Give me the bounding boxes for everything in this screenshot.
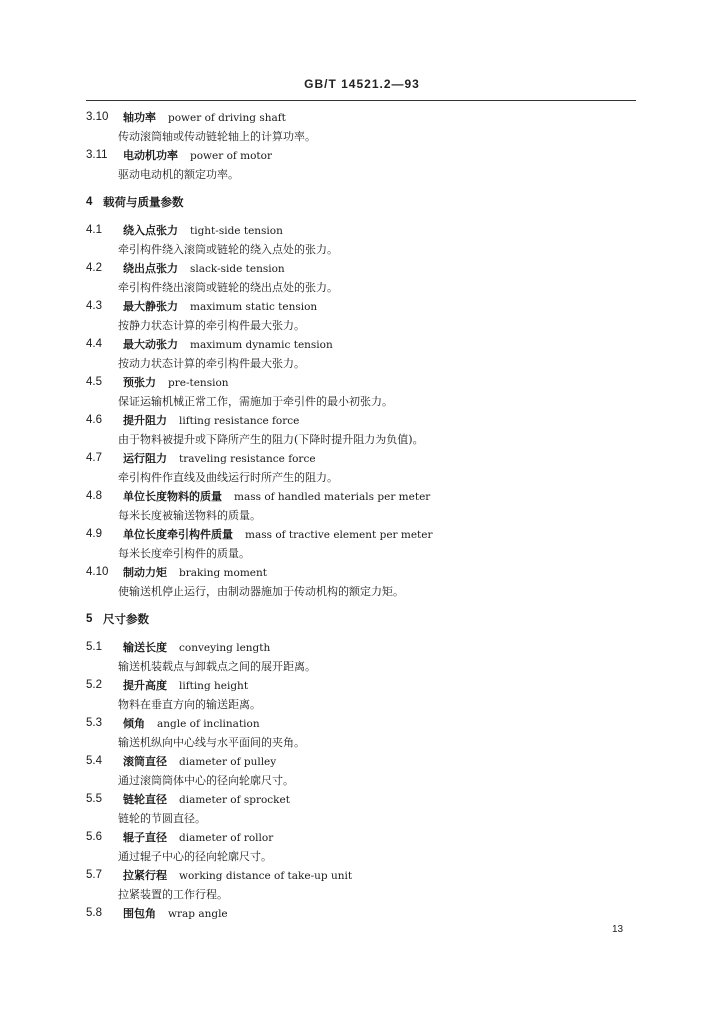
term-number: 5.8 bbox=[86, 907, 102, 919]
term-english: maximum static tension bbox=[190, 301, 318, 313]
term-name bbox=[123, 752, 276, 772]
term-name bbox=[123, 638, 270, 658]
term-number: 5.3 bbox=[86, 717, 102, 729]
term-definition: 每米长度牵引构件的质量。 bbox=[118, 547, 250, 560]
term-entry bbox=[0, 714, 724, 733]
term-english: lifting resistance force bbox=[179, 415, 300, 427]
term-chinese: 单位长度物料的质量 bbox=[123, 490, 222, 503]
term-definition: 每米长度被输送物料的质量。 bbox=[118, 509, 261, 522]
term-chinese: 绕出点张力 bbox=[123, 262, 178, 275]
term-name bbox=[123, 297, 317, 317]
term-english: power of motor bbox=[190, 150, 272, 162]
term-chinese: 链轮直径 bbox=[123, 793, 167, 806]
term-entry bbox=[0, 828, 724, 847]
term-definition: 传动滚筒轴或传动链轮轴上的计算功率。 bbox=[118, 130, 316, 143]
term-chinese: 滚筒直径 bbox=[123, 755, 167, 768]
term-chinese: 提升高度 bbox=[123, 679, 167, 692]
term-chinese: 轴功率 bbox=[123, 111, 156, 124]
term-definition: 驱动电动机的额定功率。 bbox=[118, 168, 239, 181]
term-chinese: 电动机功率 bbox=[123, 149, 178, 162]
term-entry bbox=[0, 487, 724, 506]
section-heading bbox=[0, 193, 724, 212]
term-number: 3.10 bbox=[86, 111, 109, 123]
standard-code-header: GB/T 14521.2—93 bbox=[304, 77, 420, 91]
term-entry bbox=[0, 449, 724, 468]
term-chinese: 提升阻力 bbox=[123, 414, 167, 427]
term-english: wrap angle bbox=[168, 908, 228, 920]
term-chinese: 绕入点张力 bbox=[123, 224, 178, 237]
term-entry bbox=[0, 676, 724, 695]
term-english: mass of handled materials per meter bbox=[234, 491, 431, 503]
term-english: lifting height bbox=[179, 680, 249, 692]
term-entry bbox=[0, 221, 724, 240]
term-name bbox=[123, 108, 286, 128]
term-chinese: 辊子直径 bbox=[123, 831, 167, 844]
section-number: 4 bbox=[86, 196, 93, 208]
term-definition: 由于物料被提升或下降所产生的阻力(下降时提升阻力为负值)。 bbox=[118, 433, 424, 446]
term-entry bbox=[0, 790, 724, 809]
term-name bbox=[123, 146, 272, 166]
term-name bbox=[123, 866, 352, 886]
term-chinese: 围包角 bbox=[123, 907, 156, 920]
term-english: maximum dynamic tension bbox=[190, 339, 333, 351]
term-definition: 输送机纵向中心线与水平面间的夹角。 bbox=[118, 736, 305, 749]
term-definition: 牵引构件作直线及曲线运行时所产生的阻力。 bbox=[118, 471, 338, 484]
term-number: 4.5 bbox=[86, 376, 102, 388]
term-chinese: 输送长度 bbox=[123, 641, 167, 654]
term-english: working distance of take-up unit bbox=[179, 870, 353, 882]
term-name bbox=[123, 487, 430, 507]
term-number: 4.3 bbox=[86, 300, 102, 312]
term-entry bbox=[0, 297, 724, 316]
section-title: 载荷与质量参数 bbox=[103, 195, 184, 209]
term-name bbox=[123, 790, 290, 810]
section-spacer bbox=[0, 212, 724, 221]
term-entry bbox=[0, 259, 724, 278]
term-english: traveling resistance force bbox=[179, 453, 316, 465]
section-spacer bbox=[0, 601, 724, 610]
term-english: power of driving shaft bbox=[168, 112, 286, 124]
term-number: 4.9 bbox=[86, 528, 102, 540]
term-chinese: 最大静张力 bbox=[123, 300, 178, 313]
term-english: braking moment bbox=[179, 567, 267, 579]
term-entry bbox=[0, 525, 724, 544]
term-number: 4.4 bbox=[86, 338, 102, 350]
term-definition: 通过辊子中心的径向轮廓尺寸。 bbox=[118, 850, 272, 863]
term-entry bbox=[0, 411, 724, 430]
term-english: diameter of rollor bbox=[179, 832, 274, 844]
term-name bbox=[123, 563, 267, 583]
term-definition: 通过滚筒筒体中心的径向轮廓尺寸。 bbox=[118, 774, 294, 787]
term-entry bbox=[0, 373, 724, 392]
term-number: 4.7 bbox=[86, 452, 102, 464]
term-chinese: 倾角 bbox=[123, 717, 145, 730]
term-name bbox=[123, 525, 433, 545]
term-number: 4.8 bbox=[86, 490, 102, 502]
section-spacer bbox=[0, 629, 724, 638]
term-chinese: 单位长度牵引构件质量 bbox=[123, 528, 233, 541]
term-chinese: 制动力矩 bbox=[123, 566, 167, 579]
term-definition: 拉紧装置的工作行程。 bbox=[118, 888, 228, 901]
term-name bbox=[123, 335, 333, 355]
term-name bbox=[123, 221, 283, 241]
term-definition: 输送机装载点与卸载点之间的展开距离。 bbox=[118, 660, 316, 673]
term-name bbox=[123, 259, 285, 279]
term-chinese: 拉紧行程 bbox=[123, 869, 167, 882]
section-heading bbox=[0, 610, 724, 629]
term-entry bbox=[0, 563, 724, 582]
term-definition: 按动力状态计算的牵引构件最大张力。 bbox=[118, 357, 305, 370]
term-entry bbox=[0, 146, 724, 165]
terms-content bbox=[0, 108, 724, 923]
term-english: tight-side tension bbox=[190, 225, 283, 237]
term-entry bbox=[0, 866, 724, 885]
term-english: angle of inclination bbox=[157, 718, 260, 730]
term-number: 4.2 bbox=[86, 262, 102, 274]
term-name bbox=[123, 676, 248, 696]
term-name bbox=[123, 373, 229, 393]
term-entry bbox=[0, 752, 724, 771]
header-rule bbox=[86, 100, 636, 101]
term-definition: 按静力状态计算的牵引构件最大张力。 bbox=[118, 319, 305, 332]
term-chinese: 预张力 bbox=[123, 376, 156, 389]
term-definition: 链轮的节圆直径。 bbox=[118, 812, 206, 825]
section-spacer bbox=[0, 184, 724, 193]
term-definition: 牵引构件绕入滚筒或链轮的绕入点处的张力。 bbox=[118, 243, 338, 256]
term-english: pre-tension bbox=[168, 377, 229, 389]
term-number: 3.11 bbox=[86, 149, 108, 161]
term-number: 5.7 bbox=[86, 869, 102, 881]
term-number: 5.2 bbox=[86, 679, 102, 691]
term-number: 5.1 bbox=[86, 641, 102, 653]
term-name bbox=[123, 714, 260, 734]
term-english: diameter of sprocket bbox=[179, 794, 290, 806]
term-number: 5.4 bbox=[86, 755, 102, 767]
section-title: 尺寸参数 bbox=[103, 612, 149, 626]
page-number: 13 bbox=[612, 924, 624, 935]
term-chinese: 最大动张力 bbox=[123, 338, 178, 351]
term-definition: 牵引构件绕出滚筒或链轮的绕出点处的张力。 bbox=[118, 281, 338, 294]
term-name bbox=[123, 904, 228, 924]
term-definition: 使输送机停止运行，由制动器施加于传动机构的额定力矩。 bbox=[118, 585, 404, 598]
term-number: 4.6 bbox=[86, 414, 102, 426]
term-definition: 保证运输机械正常工作，需施加于牵引件的最小初张力。 bbox=[118, 395, 393, 408]
term-english: conveying length bbox=[179, 642, 271, 654]
term-number: 4.10 bbox=[86, 566, 109, 578]
term-chinese: 运行阻力 bbox=[123, 452, 167, 465]
term-english: slack-side tension bbox=[190, 263, 285, 275]
term-entry bbox=[0, 638, 724, 657]
section-number: 5 bbox=[86, 613, 93, 625]
term-number: 4.1 bbox=[86, 224, 102, 236]
term-english: mass of tractive element per meter bbox=[245, 529, 433, 541]
term-name bbox=[123, 828, 273, 848]
term-definition: 物料在垂直方向的输送距离。 bbox=[118, 698, 261, 711]
term-entry bbox=[0, 335, 724, 354]
term-number: 5.6 bbox=[86, 831, 102, 843]
term-entry bbox=[0, 108, 724, 127]
term-entry bbox=[0, 904, 724, 923]
term-name bbox=[123, 449, 316, 469]
term-name bbox=[123, 411, 299, 431]
term-english: diameter of pulley bbox=[179, 756, 277, 768]
term-number: 5.5 bbox=[86, 793, 102, 805]
